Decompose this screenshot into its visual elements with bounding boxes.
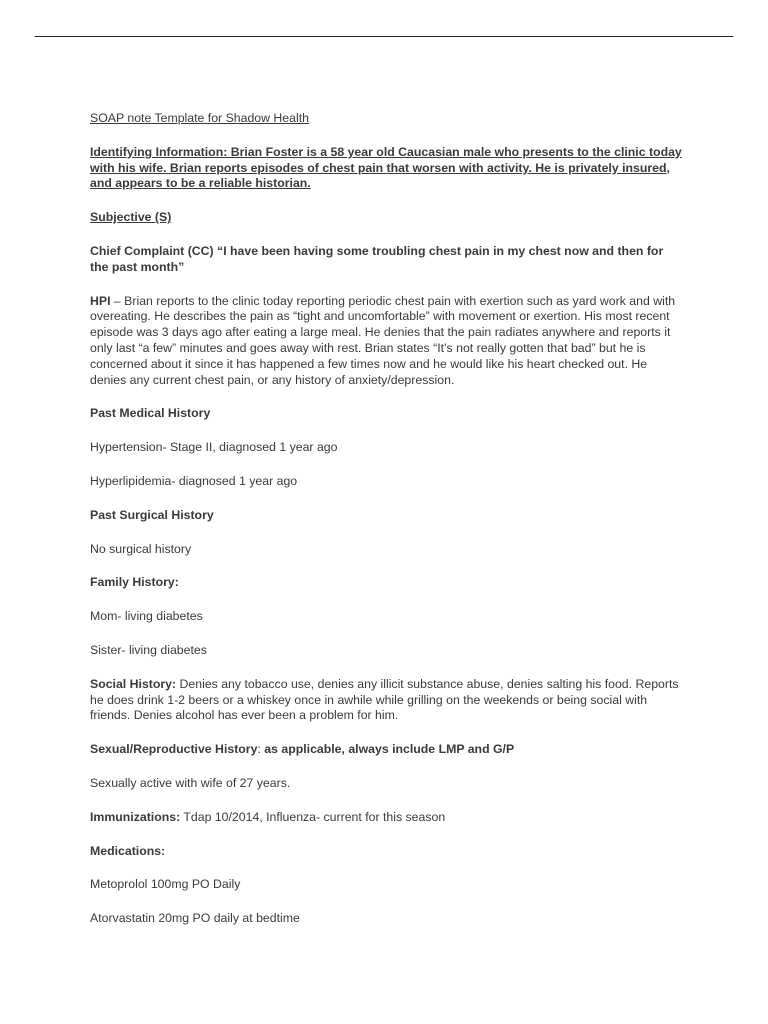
- immunizations-label: Immunizations:: [90, 809, 181, 824]
- immunizations-paragraph: [90, 810, 682, 826]
- pmh-heading: Past Medical History: [90, 406, 211, 421]
- family-history-heading: Family History:: [90, 575, 179, 590]
- immunizations-text: Tdap 10/2014, Influenza- current for this season: [180, 809, 446, 824]
- sexual-history-label: Sexual/Reproductive History: [90, 742, 258, 757]
- psh-item: No surgical history: [90, 541, 192, 556]
- medications-heading: Medications:: [90, 843, 166, 858]
- psh-heading: Past Surgical History: [90, 507, 214, 522]
- sexual-history-heading: [90, 742, 682, 758]
- sexual-history-note: as applicable, always include LMP and G/P: [264, 742, 515, 757]
- social-history-paragraph: [90, 677, 682, 724]
- family-history-item: Sister- living diabetes: [90, 642, 207, 657]
- hpi-text: – Brian reports to the clinic today reporting periodic chest pain with exertion such as yard work and with overeating. He describes the pain as “tight and uncomfortable” with movement or exertion. His most recent episode was 3 days ago after eating a large meal. He denies that the pain radiates anywhere and reports it only last “a few” minutes and goes away with rest. Brian states “It’s not really gotten that bad” but he is concerned about it since it has happened a few times now and he would like his heart checked out. He denies any current chest pain, or any history of anxiety/depression.: [90, 293, 676, 387]
- sexual-history-colon: :: [257, 742, 265, 757]
- chief-complaint: Chief Complaint (CC) “I have been having some troubling chest pain in my chest now and then for the past month”: [90, 243, 664, 274]
- hpi-paragraph: [90, 294, 682, 389]
- pmh-item: Hyperlipidemia- diagnosed 1 year ago: [90, 473, 298, 488]
- medication-item: Metoprolol 100mg PO Daily: [90, 877, 241, 892]
- social-history-label: Social History:: [90, 676, 177, 691]
- family-history-item: Mom- living diabetes: [90, 609, 203, 624]
- subjective-heading: Subjective (S): [90, 210, 172, 225]
- pmh-item: Hypertension- Stage II, diagnosed 1 year ago: [90, 440, 338, 455]
- header-rule: [35, 36, 733, 37]
- document-body: [90, 111, 682, 945]
- identifying-information: Identifying Information: Brian Foster is a 58 year old Caucasian male who presents to the clinic today with his wife. Brian reports episodes of chest pain that worsen with activity. He is privately insured, and appears to be a reliable historian.: [90, 144, 682, 191]
- document-title: SOAP note Template for Shadow Health: [90, 111, 309, 125]
- hpi-label: HPI: [90, 293, 111, 308]
- medication-item: Atorvastatin 20mg PO daily at bedtime: [90, 911, 300, 926]
- sexual-history-text: Sexually active with wife of 27 years.: [90, 775, 291, 790]
- social-history-text: Denies any tobacco use, denies any illicit substance abuse, denies salting his food. Reports he does drink 1-2 beers or a whiskey once in awhile while grilling on the weekends or being social with friends. Denies alcohol has ever been a problem for him.: [90, 676, 679, 723]
